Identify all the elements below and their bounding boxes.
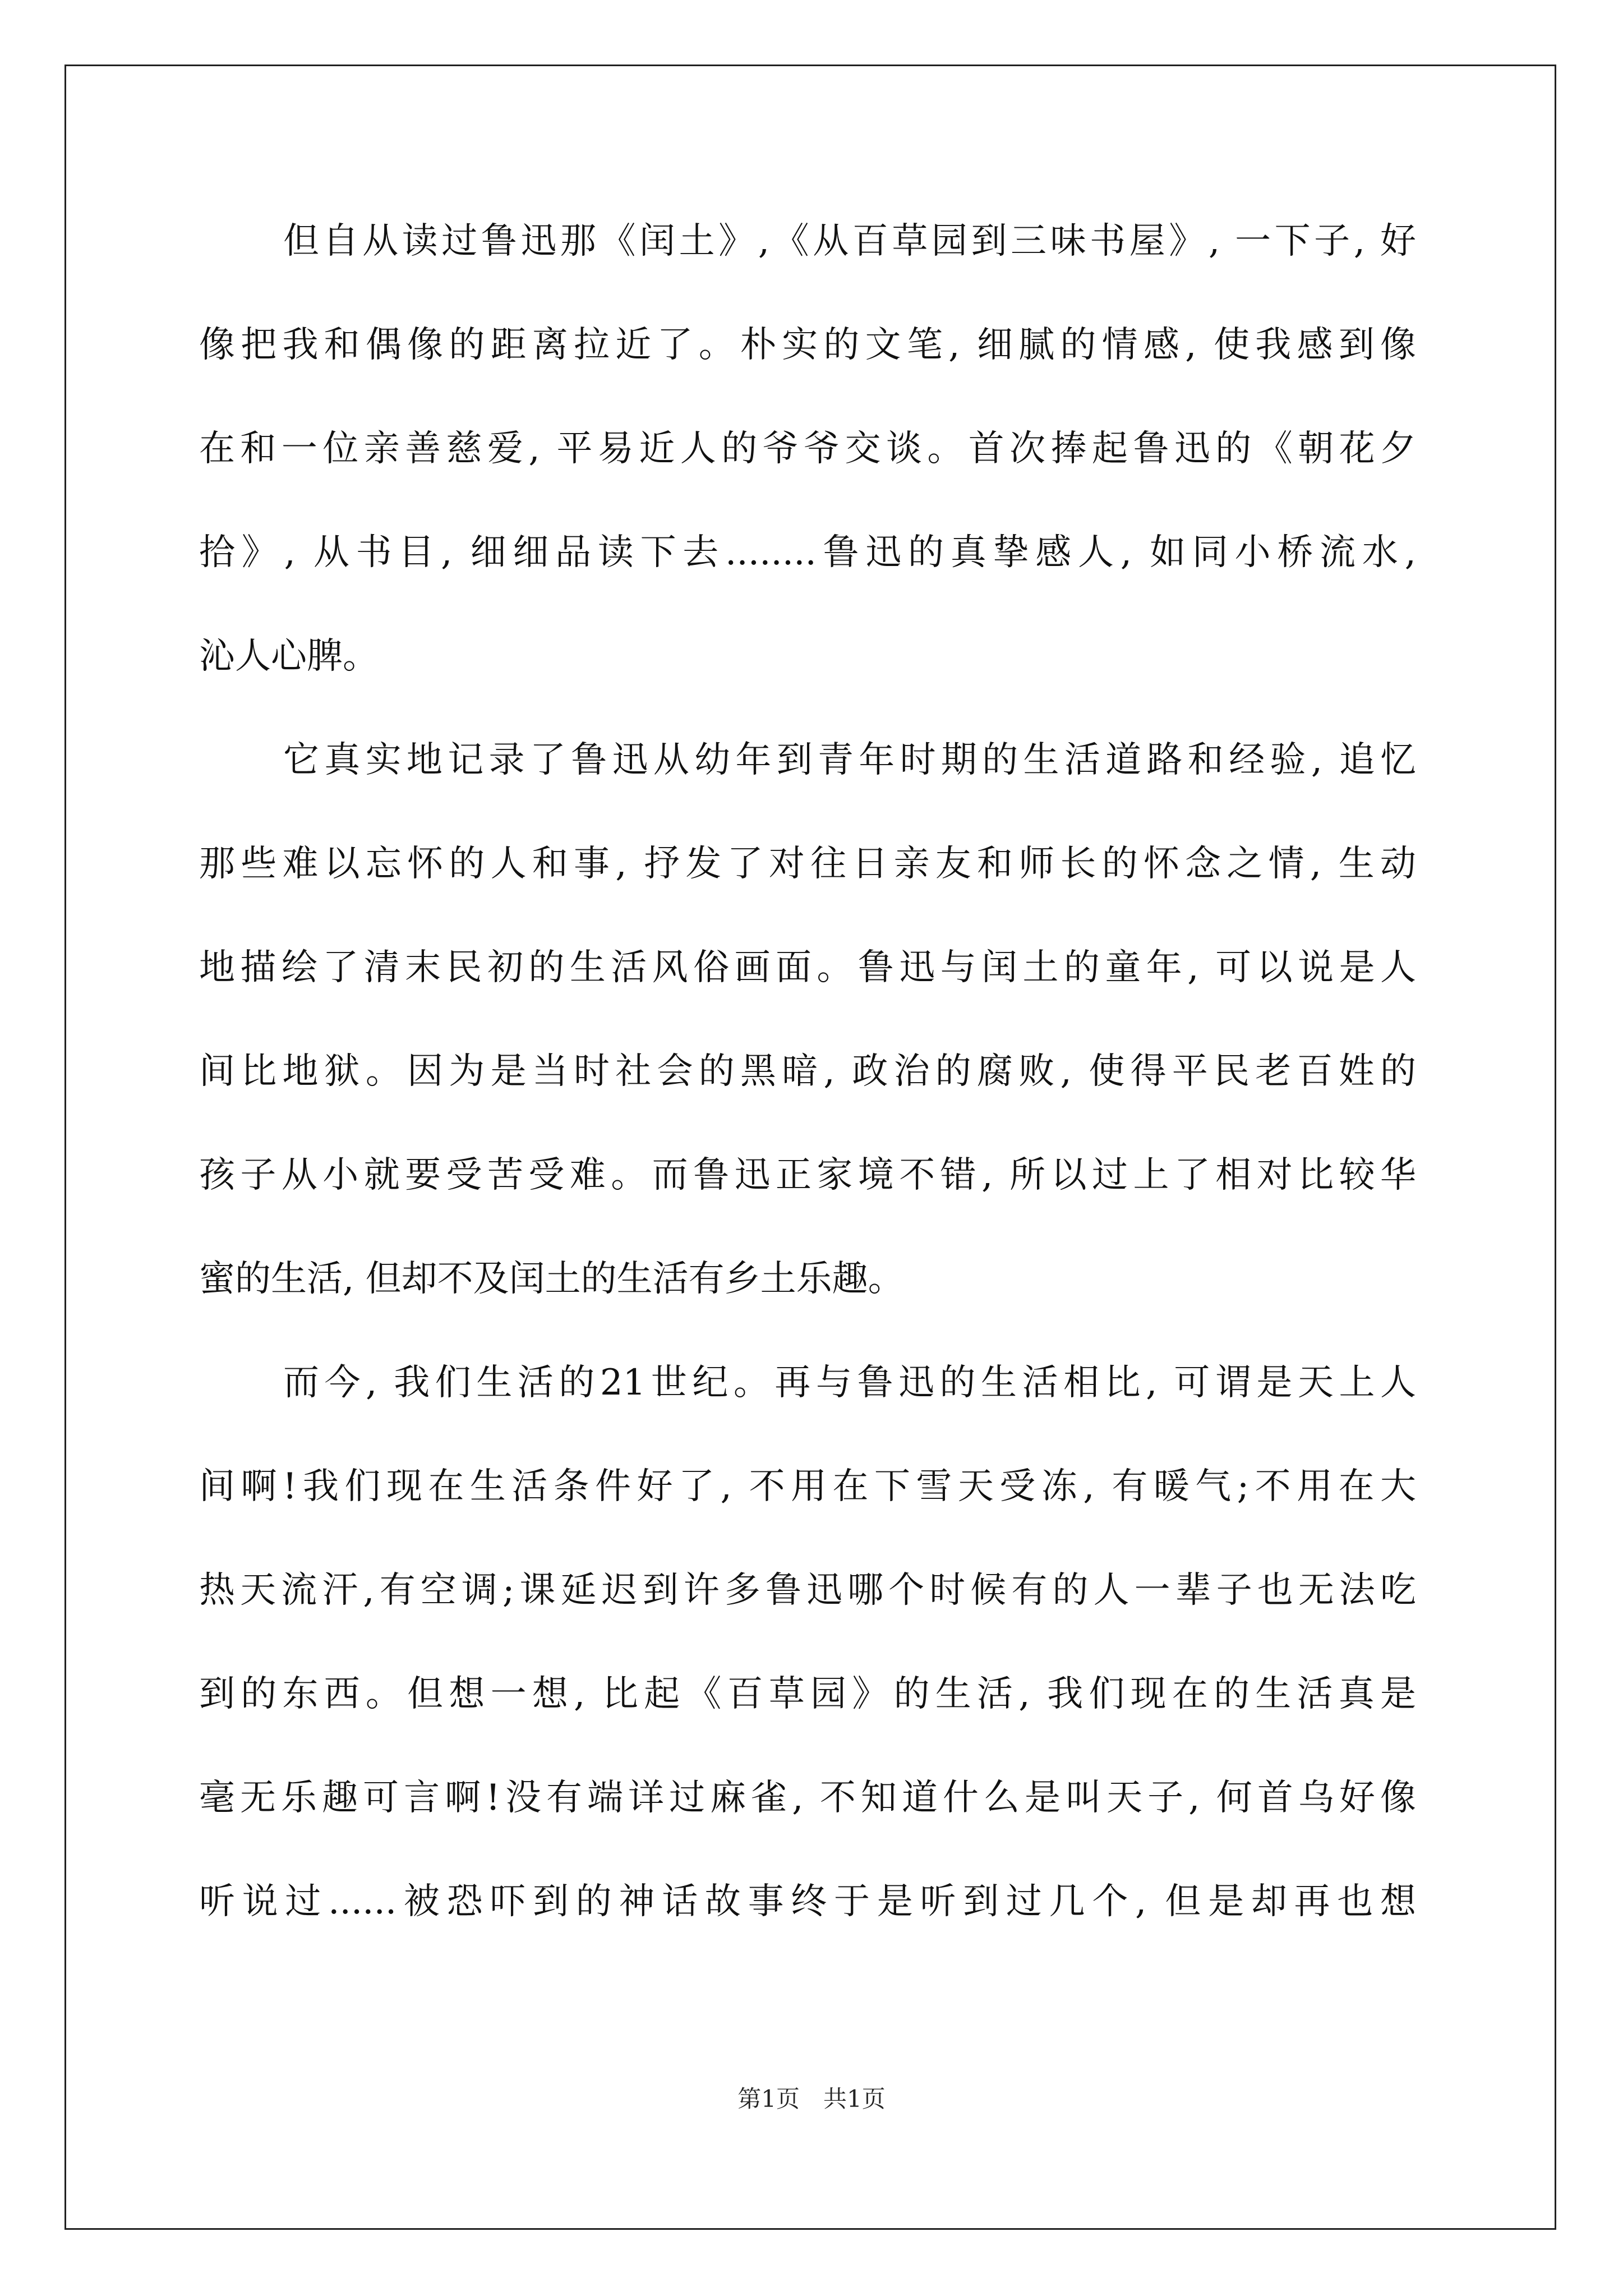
text-line: 听说过......被恐吓到的神话故事终于是听到过几个, 但是却再也想 <box>199 1881 1416 1922</box>
text-line: 地描绘了清末民初的生活风俗画面。鲁迅与闰土的童年, 可以说是人 <box>199 947 1416 988</box>
text-line: 像把我和偶像的距离拉近了。朴实的文笔, 细腻的情感, 使我感到像 <box>199 324 1416 366</box>
text-line: 孩子从小就要受苦受难。而鲁迅正家境不错, 所以过上了相对比较华 <box>199 1154 1416 1196</box>
document-body <box>199 209 1416 1973</box>
paragraph-1 <box>199 209 1416 728</box>
text-line: 在和一位亲善慈爱, 平易近人的爷爷交谈。首次捧起鲁迅的《朝花夕 <box>199 428 1416 470</box>
text-line: 沁人心脾。 <box>199 636 379 677</box>
page-number-footer: 第1页 共1页 <box>737 2085 886 2113</box>
text-line: 拾》, 从书目, 细细品读下去........鲁迅的真挚感人, 如同小桥流水, <box>199 532 1416 573</box>
paragraph-3 <box>199 1350 1416 1973</box>
text-line: 而今, 我们生活的21世纪。再与鲁迅的生活相比, 可谓是天上人 <box>283 1362 1416 1404</box>
text-line: 毫无乐趣可言啊!没有端详过麻雀, 不知道什么是叫天子, 何首乌好像 <box>199 1777 1416 1819</box>
text-line: 到的东西。但想一想, 比起《百草园》的生活, 我们现在的生活真是 <box>199 1673 1416 1715</box>
text-line: 它真实地记录了鲁迅从幼年到青年时期的生活道路和经验, 追忆 <box>283 739 1416 781</box>
text-line: 但自从读过鲁迅那《闰土》,《从百草园到三味书屋》, 一下子, 好 <box>283 220 1416 262</box>
text-line: 那些难以忘怀的人和事, 抒发了对往日亲友和师长的怀念之情, 生动 <box>199 843 1416 885</box>
text-line: 间啊!我们现在生活条件好了, 不用在下雪天受冻, 有暖气;不用在大 <box>199 1466 1416 1507</box>
text-line: 热天流汗,有空调;课延迟到许多鲁迅哪个时候有的人一辈子也无法吃 <box>199 1570 1416 1611</box>
paragraph-2 <box>199 728 1416 1350</box>
text-line: 间比地狱。因为是当时社会的黑暗, 政治的腐败, 使得平民老百姓的 <box>199 1051 1416 1092</box>
text-line: 蜜的生活, 但却不及闰土的生活有乡土乐趣。 <box>199 1258 904 1300</box>
